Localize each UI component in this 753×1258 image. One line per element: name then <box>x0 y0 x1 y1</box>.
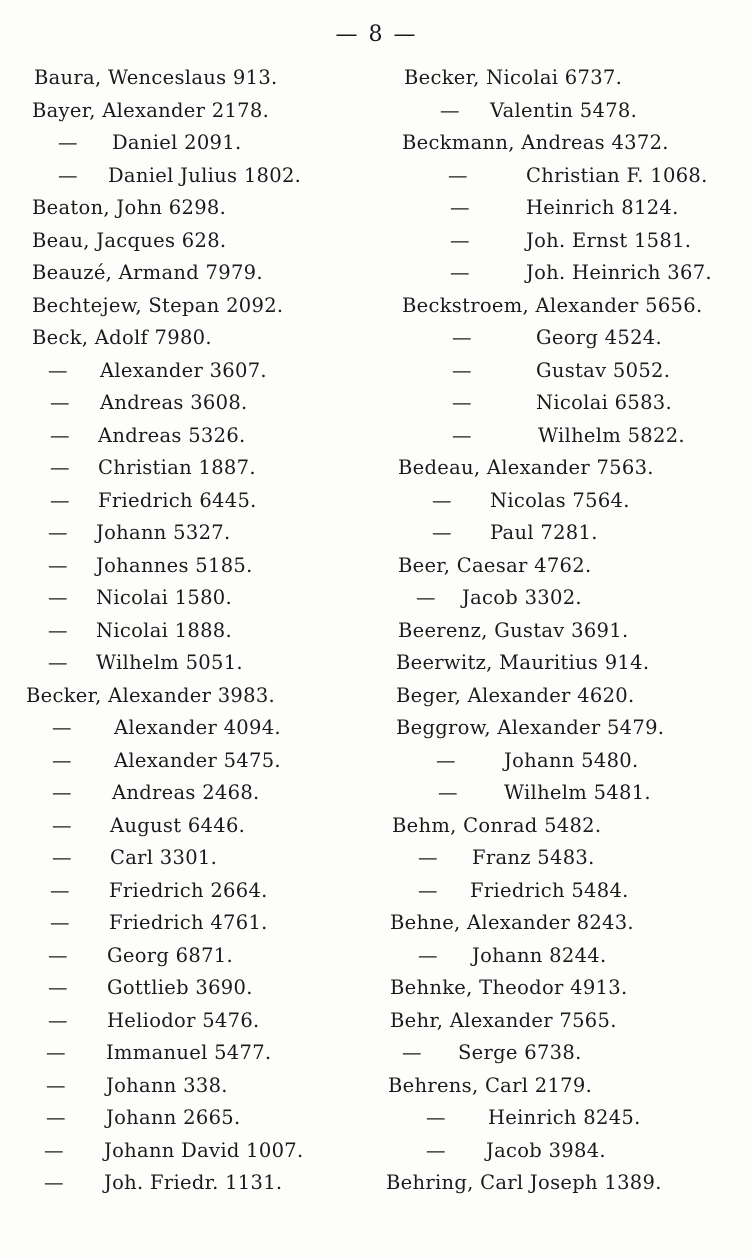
index-subentry: Nicolai 6583. <box>536 391 672 414</box>
index-entry: Beer, Caesar 4762. <box>398 553 592 577</box>
ditto-dash: — <box>402 1041 422 1064</box>
index-subentry: Valentin 5478. <box>490 98 638 122</box>
index-subentry: Georg 4524. <box>536 326 662 349</box>
ditto-dash: — <box>418 943 438 967</box>
index-subentry: Gottlieb 3690. <box>107 976 253 999</box>
index-subentry: Wilhelm 5481. <box>504 781 651 804</box>
ditto-dash: — <box>452 326 472 349</box>
ditto-dash: — <box>48 358 68 382</box>
index-subentry: Nicolai 1888. <box>96 618 232 642</box>
ditto-dash: — <box>52 781 72 804</box>
index-subentry: Alexander 5475. <box>114 748 281 772</box>
ditto-dash: — <box>48 976 68 999</box>
ditto-dash: — <box>52 813 72 837</box>
index-subentry: Gustav 5052. <box>536 358 671 382</box>
index-entry: Beggrow, Alexander 5479. <box>396 716 665 739</box>
ditto-dash: — <box>50 391 70 414</box>
index-subentry: Johann David 1007. <box>104 1138 304 1162</box>
index-subentry: Friedrich 4761. <box>109 911 268 934</box>
index-entry: Behne, Alexander 8243. <box>390 911 634 934</box>
index-subentry: Joh. Heinrich 367. <box>526 261 712 284</box>
ditto-dash: — <box>44 1171 64 1194</box>
ditto-dash: — <box>44 1138 64 1162</box>
ditto-dash: — <box>416 586 436 609</box>
index-subentry: Serge 6738. <box>458 1041 582 1064</box>
index-subentry: Joh. Ernst 1581. <box>526 228 692 252</box>
index-subentry: Nicolai 1580. <box>96 586 232 609</box>
index-subentry: Jacob 3302. <box>462 586 582 609</box>
index-entry: Beerwitz, Mauritius 914. <box>396 651 650 674</box>
index-subentry: Heinrich 8124. <box>526 196 679 219</box>
ditto-dash: — <box>46 1041 66 1064</box>
index-subentry: Johann 338. <box>106 1073 228 1097</box>
ditto-dash: — <box>452 391 472 414</box>
ditto-dash: — <box>438 781 458 804</box>
ditto-dash: — <box>48 553 68 577</box>
index-subentry: Friedrich 2664. <box>109 878 268 902</box>
index-entry: Bechtejew, Stepan 2092. <box>32 293 284 317</box>
ditto-dash: — <box>50 878 70 902</box>
index-entry: Behr, Alexander 7565. <box>390 1008 617 1032</box>
ditto-dash: — <box>50 488 70 512</box>
ditto-dash: — <box>48 1008 68 1032</box>
ditto-dash: — <box>48 618 68 642</box>
ditto-dash: — <box>46 1073 66 1097</box>
ditto-dash: — <box>58 163 78 187</box>
ditto-dash: — <box>418 846 438 869</box>
index-entry: Bedeau, Alexander 7563. <box>398 456 654 479</box>
ditto-dash: — <box>418 878 438 902</box>
index-entry: Beaton, John 6298. <box>32 196 227 219</box>
index-entry: Beerenz, Gustav 3691. <box>398 618 629 642</box>
index-entry: Becker, Alexander 3983. <box>26 683 276 707</box>
index-entry: Behnke, Theodor 4913. <box>390 976 628 999</box>
index-entry: Baura, Wenceslaus 913. <box>34 66 278 89</box>
ditto-dash: — <box>450 228 470 252</box>
index-subentry: Johannes 5185. <box>96 553 253 577</box>
index-subentry: Jacob 3984. <box>486 1138 606 1162</box>
index-entry: Beck, Adolf 7980. <box>32 326 212 349</box>
index-subentry: Johann 2665. <box>106 1106 241 1129</box>
ditto-dash: — <box>426 1138 446 1162</box>
index-subentry: Franz 5483. <box>472 846 595 869</box>
index-subentry: Daniel 2091. <box>112 131 242 154</box>
ditto-dash: — <box>48 521 68 544</box>
index-entry: Beauzé, Armand 7979. <box>32 261 263 284</box>
index-subentry: Georg 6871. <box>107 943 233 967</box>
index-subentry: Immanuel 5477. <box>106 1041 272 1064</box>
index-entry: Bayer, Alexander 2178. <box>32 98 270 122</box>
ditto-dash: — <box>52 846 72 869</box>
ditto-dash: — <box>48 943 68 967</box>
index-entry: Beger, Alexander 4620. <box>396 683 635 707</box>
ditto-dash: — <box>46 1106 66 1129</box>
index-subentry: Johann 8244. <box>472 943 607 967</box>
ditto-dash: — <box>52 716 72 739</box>
ditto-dash: — <box>452 423 472 447</box>
ditto-dash: — <box>50 456 70 479</box>
index-subentry: Nicolas 7564. <box>490 488 630 512</box>
index-entry: Beckmann, Andreas 4372. <box>402 131 669 154</box>
index-entry: Behm, Conrad 5482. <box>392 813 602 837</box>
index-subentry: Christian F. 1068. <box>526 163 708 187</box>
ditto-dash: — <box>432 521 452 544</box>
index-subentry: Alexander 4094. <box>114 716 281 739</box>
ditto-dash: — <box>48 651 68 674</box>
ditto-dash: — <box>450 196 470 219</box>
index-subentry: Andreas 3608. <box>100 391 248 414</box>
index-entry: Behrens, Carl 2179. <box>388 1073 593 1097</box>
ditto-dash: — <box>452 358 472 382</box>
index-entry: Becker, Nicolai 6737. <box>404 66 623 89</box>
ditto-dash: — <box>436 748 456 772</box>
index-entry: Behring, Carl Joseph 1389. <box>386 1171 662 1194</box>
ditto-dash: — <box>52 748 72 772</box>
index-subentry: Christian 1887. <box>98 456 256 479</box>
index-entry: Beckstroem, Alexander 5656. <box>402 293 703 317</box>
index-subentry: Carl 3301. <box>110 846 218 869</box>
index-subentry: Daniel Julius 1802. <box>108 163 302 187</box>
index-subentry: Wilhelm 5051. <box>96 651 243 674</box>
index-subentry: Johann 5480. <box>504 748 639 772</box>
ditto-dash: — <box>450 261 470 284</box>
ditto-dash: — <box>48 586 68 609</box>
index-subentry: Heliodor 5476. <box>107 1008 260 1032</box>
index-subentry: Johann 5327. <box>96 521 231 544</box>
ditto-dash: — <box>50 423 70 447</box>
index-subentry: Paul 7281. <box>490 521 598 544</box>
index-subentry: Andreas 5326. <box>98 423 246 447</box>
index-subentry: Andreas 2468. <box>112 781 260 804</box>
index-subentry: August 6446. <box>110 813 246 837</box>
index-subentry: Alexander 3607. <box>100 358 267 382</box>
index-subentry: Friedrich 6445. <box>98 488 257 512</box>
index-subentry: Wilhelm 5822. <box>538 423 685 447</box>
ditto-dash: — <box>50 911 70 934</box>
index-subentry: Friedrich 5484. <box>470 878 629 902</box>
index-subentry: Joh. Friedr. 1131. <box>104 1171 283 1194</box>
ditto-dash: — <box>426 1106 446 1129</box>
index-entry: Beau, Jacques 628. <box>32 228 227 252</box>
page-number: — 8 — <box>335 22 418 47</box>
ditto-dash: — <box>440 98 460 122</box>
ditto-dash: — <box>448 163 468 187</box>
ditto-dash: — <box>432 488 452 512</box>
ditto-dash: — <box>58 131 78 154</box>
index-subentry: Heinrich 8245. <box>488 1106 641 1129</box>
